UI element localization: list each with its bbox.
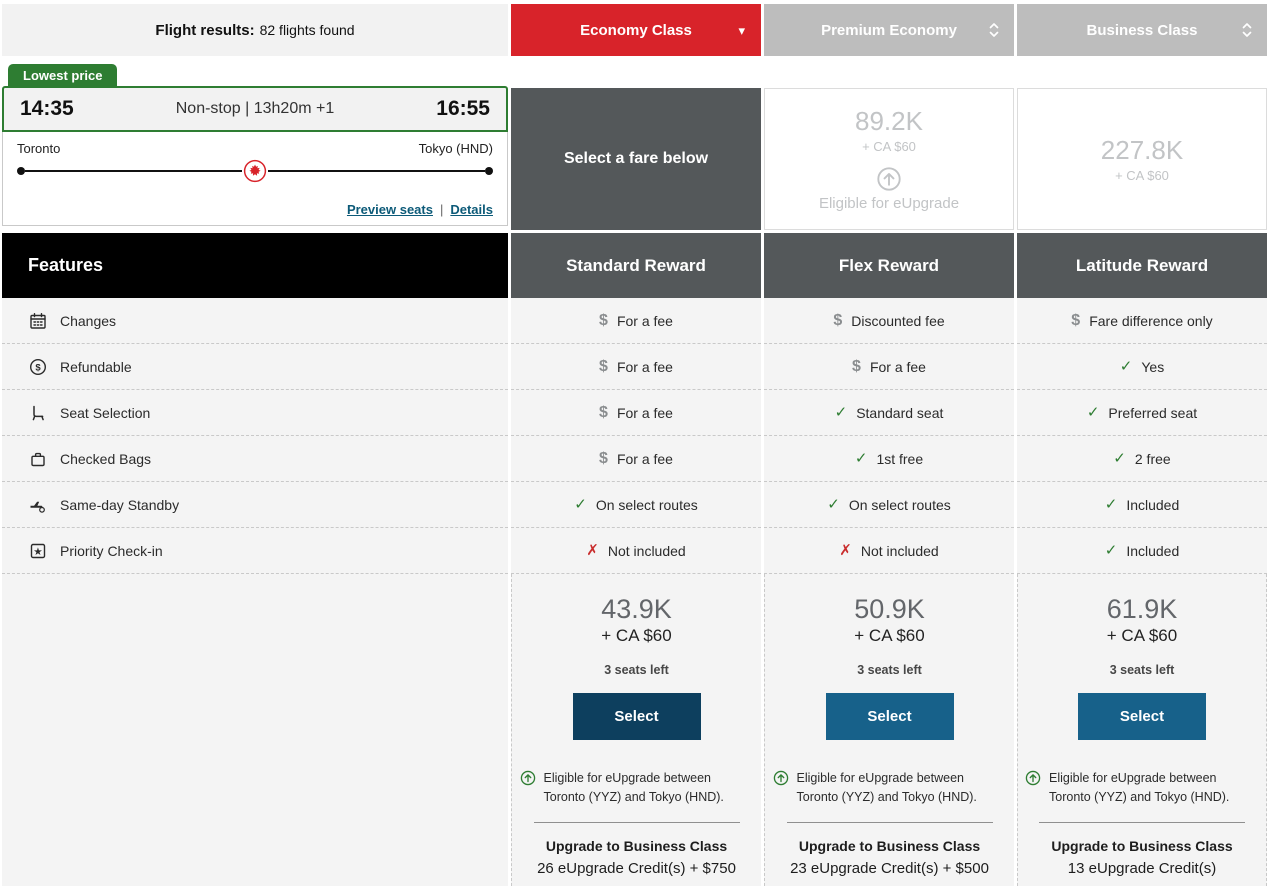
- star-square-icon: [29, 542, 47, 560]
- details-link[interactable]: Details: [450, 202, 493, 217]
- feature-refundable: [2, 344, 508, 390]
- cell-text: Preferred seat: [1108, 404, 1198, 421]
- eupgrade-note: [520, 769, 754, 807]
- column-header-latitude-reward: Latitude Reward: [1017, 233, 1267, 298]
- cash-price: + CA $60: [862, 139, 916, 154]
- feature-checked-bags: [2, 436, 508, 482]
- table-row: [2, 344, 1267, 390]
- check-icon: ✓: [1104, 496, 1118, 513]
- tab-business-class[interactable]: [1017, 4, 1267, 56]
- calendar-icon: [29, 312, 47, 330]
- feature-same-day-standby: [2, 482, 508, 528]
- flight-row: [2, 64, 1267, 230]
- upgrade-cost: 23 eUpgrade Credit(s) + $500: [790, 859, 989, 877]
- flight-times: [2, 86, 508, 132]
- cell-standard-seat-selection: [511, 390, 761, 436]
- features-header: Features: [2, 233, 508, 298]
- divider: [787, 822, 993, 823]
- cell-text: On select routes: [848, 496, 951, 513]
- cash-price: + CA $60: [1106, 626, 1178, 645]
- link-separator: |: [439, 202, 444, 217]
- feature-label: Checked Bags: [60, 450, 152, 467]
- eupgrade-eligible-label: Eligible for eUpgrade: [818, 195, 960, 212]
- cell-latitude-refundable: [1017, 344, 1267, 390]
- route-dot: [17, 167, 25, 175]
- seat-icon: [29, 404, 47, 422]
- divider: [534, 822, 740, 823]
- dollar-icon: $: [599, 311, 608, 329]
- cell-text: For a fee: [616, 312, 673, 329]
- cell-flex-checked-bags: [764, 436, 1014, 482]
- cash-price: + CA $60: [1115, 168, 1169, 183]
- cell-standard-priority: [511, 528, 761, 574]
- cell-latitude-priority: [1017, 528, 1267, 574]
- tab-premium-economy[interactable]: [764, 4, 1014, 56]
- seats-left-label: 3 seats left: [857, 663, 922, 677]
- business-class-price-cell: [1017, 88, 1267, 230]
- points-price: 89.2K: [855, 106, 923, 136]
- divider: [1039, 822, 1245, 823]
- eupgrade-note: [1025, 769, 1259, 807]
- cash-price: + CA $60: [601, 626, 672, 645]
- check-icon: ✓: [827, 496, 840, 513]
- cell-standard-standby: [511, 482, 761, 528]
- cell-text: Discounted fee: [851, 312, 945, 329]
- tab-economy-class[interactable]: [511, 4, 761, 56]
- cell-text: 1st free: [876, 450, 924, 467]
- flight-results-summary: [2, 4, 508, 56]
- results-label: Flight results:: [155, 21, 255, 39]
- feature-label: Seat Selection: [60, 404, 151, 421]
- dollar-icon: $: [599, 403, 608, 421]
- seats-left-label: 3 seats left: [604, 663, 669, 677]
- cell-text: For a fee: [869, 358, 926, 375]
- upgrade-cost: 13 eUpgrade Credit(s): [1067, 859, 1217, 877]
- origin-city: Toronto: [17, 141, 61, 156]
- check-icon: ✓: [834, 404, 848, 421]
- cell-flex-refundable: [764, 344, 1014, 390]
- flight-results-page: [2, 4, 1267, 886]
- cell-text: On select routes: [595, 496, 698, 513]
- eupgrade-arrow-icon: [520, 770, 536, 786]
- preview-seats-link[interactable]: Preview seats: [346, 202, 433, 217]
- tab-label: Economy Class: [580, 21, 692, 39]
- cell-text: For a fee: [616, 358, 673, 375]
- cell-latitude-standby: [1017, 482, 1267, 528]
- dollar-icon: $: [599, 357, 608, 375]
- cell-latitude-seat-selection: [1017, 390, 1267, 436]
- cross-icon: ✗: [839, 542, 852, 559]
- table-row: [2, 298, 1267, 344]
- feature-label: Priority Check-in: [60, 542, 163, 559]
- column-header-standard-reward: Standard Reward: [511, 233, 761, 298]
- cell-standard-changes: [511, 298, 761, 344]
- eupgrade-note: [773, 769, 1007, 807]
- cross-icon: ✗: [586, 542, 599, 559]
- select-latitude-reward-button[interactable]: Select: [1078, 693, 1206, 740]
- cell-text: Included: [1126, 496, 1180, 513]
- select-standard-reward-button[interactable]: Select: [573, 693, 701, 740]
- check-icon: ✓: [1086, 404, 1100, 421]
- premium-economy-price-cell: [764, 88, 1014, 230]
- cell-flex-changes: [764, 298, 1014, 344]
- svg-text:★: ★: [33, 545, 43, 558]
- eupgrade-note-text: Eligible for eUpgrade between Toronto (YYZ) and Tokyo (HND).: [796, 771, 977, 804]
- tab-label: Business Class: [1086, 21, 1198, 39]
- cell-text: 2 free: [1134, 450, 1171, 467]
- flight-card: [2, 64, 508, 230]
- cell-text: Standard seat: [856, 404, 944, 421]
- check-icon: ✓: [1113, 450, 1126, 467]
- fare-card-standard-reward: [511, 574, 761, 886]
- eupgrade-note-text: Eligible for eUpgrade between Toronto (YYZ) and Tokyo (HND).: [1049, 771, 1230, 804]
- route-segment: [25, 170, 242, 172]
- cell-text: For a fee: [616, 404, 673, 421]
- cell-text: Included: [1126, 542, 1180, 559]
- cell-standard-checked-bags: [511, 436, 761, 482]
- points-price: 227.8K: [1100, 135, 1184, 165]
- cell-text: For a fee: [616, 450, 673, 467]
- cash-price: + CA $60: [854, 626, 925, 645]
- column-header-flex-reward: Flex Reward: [764, 233, 1014, 298]
- feature-label: Changes: [60, 312, 117, 329]
- eupgrade-arrow-icon: [1025, 770, 1041, 786]
- cell-text: Not included: [860, 542, 939, 559]
- table-row: [2, 528, 1267, 574]
- select-fare-prompt: Select a fare below: [511, 88, 761, 230]
- table-row: [2, 482, 1267, 528]
- feature-label: Same-day Standby: [60, 496, 180, 513]
- cell-latitude-checked-bags: [1017, 436, 1267, 482]
- feature-seat-selection: [2, 390, 508, 436]
- check-icon: ✓: [1119, 358, 1133, 375]
- destination-city: Tokyo (HND): [418, 141, 493, 156]
- route-line: [17, 159, 493, 183]
- check-icon: ✓: [1104, 542, 1118, 559]
- cell-latitude-changes: [1017, 298, 1267, 344]
- cell-text: Not included: [607, 542, 686, 559]
- sort-carets-icon: [1241, 21, 1253, 39]
- upgrade-title: Upgrade to Business Class: [798, 837, 981, 854]
- dollar-icon: $: [852, 357, 861, 375]
- dollar-icon: $: [1071, 311, 1081, 329]
- cell-text: Fare difference only: [1089, 312, 1213, 329]
- cell-text: Yes: [1141, 358, 1165, 375]
- dollar-circle-icon: [29, 358, 47, 376]
- upgrade-title: Upgrade to Business Class: [1051, 837, 1233, 854]
- select-flex-reward-button[interactable]: Select: [826, 693, 954, 740]
- dollar-icon: $: [599, 449, 608, 467]
- upgrade-cost: 26 eUpgrade Credit(s) + $750: [537, 859, 736, 877]
- flight-route: [2, 132, 508, 226]
- cell-standard-refundable: [511, 344, 761, 390]
- fare-card-latitude-reward: [1017, 574, 1267, 886]
- feature-priority-check-in: [2, 528, 508, 574]
- feature-label: Refundable: [60, 358, 132, 375]
- route-dot: [485, 167, 493, 175]
- points-price: 61.9K: [1106, 594, 1178, 624]
- cell-flex-seat-selection: [764, 390, 1014, 436]
- cell-flex-priority: [764, 528, 1014, 574]
- seats-left-label: 3 seats left: [1109, 663, 1175, 677]
- check-icon: ✓: [854, 450, 868, 467]
- table-row: [2, 436, 1267, 482]
- bag-icon: [29, 450, 47, 468]
- table-header-row: [2, 233, 1267, 298]
- features-footer-spacer: [2, 574, 508, 886]
- sort-carets-icon: [988, 21, 1000, 39]
- check-icon: ✓: [574, 496, 587, 513]
- feature-changes: [2, 298, 508, 344]
- svg-text:$: $: [35, 361, 41, 373]
- tab-label: Premium Economy: [821, 21, 957, 39]
- route-segment: [268, 170, 485, 172]
- departure-time: 14:35: [20, 97, 74, 120]
- dollar-icon: $: [833, 311, 843, 329]
- results-count: 82 flights found: [259, 22, 355, 38]
- points-price: 43.9K: [601, 594, 672, 624]
- pricing-row: [2, 574, 1267, 886]
- table-row: [2, 390, 1267, 436]
- cell-flex-standby: [764, 482, 1014, 528]
- standby-plane-icon: [29, 496, 47, 514]
- arrival-time: 16:55: [436, 97, 490, 120]
- top-bar: [2, 4, 1267, 56]
- eupgrade-arrow-icon: [876, 166, 902, 192]
- upgrade-title: Upgrade to Business Class: [545, 837, 728, 854]
- fare-card-flex-reward: [764, 574, 1014, 886]
- lowest-price-badge: Lowest price: [8, 64, 117, 86]
- route-summary: Non-stop | 13h20m +1: [175, 100, 335, 117]
- eupgrade-note-text: Eligible for eUpgrade between Toronto (YYZ) and Tokyo (HND).: [543, 771, 724, 804]
- eupgrade-arrow-icon: [773, 770, 789, 786]
- air-canada-maple-leaf-icon: [243, 159, 267, 183]
- chevron-down-icon: ▾: [738, 22, 745, 38]
- points-price: 50.9K: [854, 594, 925, 624]
